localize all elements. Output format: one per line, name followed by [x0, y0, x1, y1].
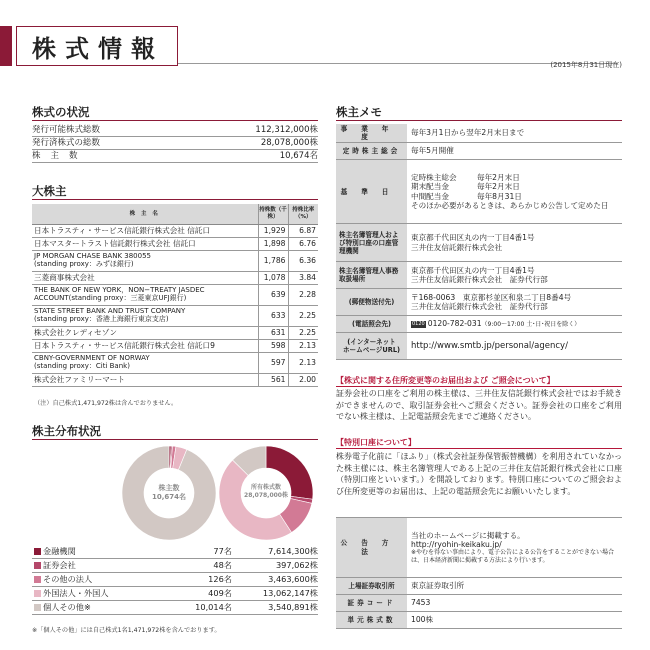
- special-account-text: 株券電子化前に「ほふり」（株式会社証券保管振替機構）を利用されていなかった株主様には、株主名簿管理人である上記の三井住友信託銀行株式会社に口座（特別口座といいます。）を開設しております。特別口座についてのご照会および住所変更等のお届出は、上記の電話照会先にお願いいたします。: [336, 452, 622, 496]
- col-header-name: 株 主 名: [32, 204, 258, 224]
- category-label: 金融機関: [43, 546, 76, 556]
- record-date-item: 定時株主総会 毎年2月末日: [411, 173, 520, 183]
- memo-row: [336, 143, 622, 160]
- shares-count: 13,062,147株: [232, 587, 318, 601]
- page-title: 株式情報: [32, 35, 164, 63]
- shareholder-name: THE BANK OF NEW YORK，NON−TREATY JASDEC ACCOUNT(standing proxy：三菱東京UFJ銀行): [32, 284, 258, 305]
- distribution-title: 株主分布状況: [32, 424, 101, 438]
- shareholder-shares: 633: [258, 305, 288, 326]
- category-cell: [32, 587, 170, 601]
- section-rule: [32, 439, 318, 440]
- stat-value: 28,078,000株: [260, 138, 318, 148]
- memo-label: 単元株式数: [336, 612, 407, 629]
- memo-value: 7453: [407, 595, 622, 612]
- legend-swatch: [34, 562, 41, 569]
- shares-center-value: 28,078,000株: [244, 491, 288, 499]
- phone-hours: （9:00〜17:00 土･日･祝日を除く）: [481, 321, 581, 329]
- memo-label: 上場証券取引所: [336, 578, 407, 595]
- stat-label: 発行可能株式総数: [32, 125, 101, 135]
- major-shareholders-title: 大株主: [32, 184, 67, 198]
- legend-swatch: [34, 576, 41, 583]
- phone-number: 0120-782-031: [427, 319, 482, 329]
- agency-url-link[interactable]: http://www.smtb.jp/personal/agency/: [411, 340, 568, 351]
- major-note: （注）自己株式1,471,972株は含んでおりません。: [34, 400, 178, 407]
- table-row: [32, 284, 318, 305]
- shareholder-shares: 1,786: [258, 250, 288, 271]
- memo-label: 事業年度: [336, 124, 407, 143]
- category-cell: [32, 545, 170, 559]
- table-row: [32, 326, 318, 339]
- stat-row: [32, 124, 318, 137]
- holders-count: 77名: [170, 545, 232, 559]
- memo-label: 株主名簿管理人事務取扱場所: [336, 262, 407, 289]
- memo-value: 100株: [407, 612, 622, 629]
- page-banner: [0, 26, 178, 66]
- category-cell: [32, 573, 170, 587]
- category-cell: [32, 601, 170, 615]
- stat-value: 112,312,000株: [255, 125, 318, 135]
- memo-value: 〒168-0063 東京都杉並区和泉二丁目8番4号 三井住友信託銀行株式会社 証券代行部: [407, 289, 622, 316]
- section-rule: [32, 199, 318, 200]
- shares-count: 7,614,300株: [232, 545, 318, 559]
- holders-count: 10,014名: [170, 601, 232, 615]
- table-row: [32, 339, 318, 352]
- stock-status-title: 株式の状況: [32, 105, 90, 119]
- shareholder-ratio: 6.36: [288, 250, 318, 271]
- memo-label: 証券コード: [336, 595, 407, 612]
- table-row: [32, 305, 318, 326]
- holders-count: 48名: [170, 559, 232, 573]
- memo-row: [336, 160, 622, 224]
- category-label: その他の法人: [43, 574, 93, 584]
- memo-row: [336, 224, 622, 262]
- memo-row: [336, 578, 622, 595]
- distribution-table: [32, 545, 318, 615]
- memo-row: [336, 262, 622, 289]
- shares-count: 397,062株: [232, 559, 318, 573]
- col-header-shares: 持株数（千株）: [258, 204, 288, 224]
- banner-accent-bar: [0, 26, 12, 66]
- table-row: [32, 224, 318, 237]
- shareholder-shares: 639: [258, 284, 288, 305]
- shareholder-ratio: 2.13: [288, 352, 318, 373]
- shareholder-ratio: 2.25: [288, 326, 318, 339]
- table-row: [32, 271, 318, 284]
- shareholder-name: 日本トラスティ・サービス信託銀行株式会社 信託口9: [32, 339, 258, 352]
- shares-count: 3,540,891株: [232, 601, 318, 615]
- shares-donut-chart: [217, 444, 315, 542]
- shareholder-name: 日本マスタートラスト信託銀行株式会社 信託口: [32, 237, 258, 250]
- record-date-item: 中間配当金 毎年8月31日: [411, 191, 522, 201]
- memo-table-bottom: [336, 517, 622, 629]
- special-account-heading: 【特別口座について】: [336, 437, 622, 449]
- legend-swatch: [34, 548, 41, 555]
- shareholder-name: STATE STREET BANK AND TRUST COMPANY (standing proxy：香港上海銀行東京支店): [32, 305, 258, 326]
- shareholder-ratio: 2.13: [288, 339, 318, 352]
- distribution-row: [32, 573, 318, 587]
- memo-label: (郵便物送付先): [336, 289, 407, 316]
- memo-row: [336, 595, 622, 612]
- memo-row: [336, 518, 622, 578]
- category-cell: [32, 559, 170, 573]
- shareholder-ratio: 6.76: [288, 237, 318, 250]
- shareholder-ratio: 2.00: [288, 373, 318, 386]
- memo-row: [336, 333, 622, 360]
- memo-value: 毎年5月開催: [407, 143, 622, 160]
- shareholder-name: 日本トラスティ・サービス信託銀行株式会社 信託口: [32, 224, 258, 237]
- memo-table-top: [336, 124, 622, 360]
- shareholder-name: CBNY-GOVERNMENT OF NORWAY (standing proxy：Citi Bank): [32, 352, 258, 373]
- shares-center-label: 所有株式数: [250, 484, 281, 491]
- shareholder-shares: 1,898: [258, 237, 288, 250]
- holders-donut-center: [139, 484, 199, 502]
- memo-row: [336, 316, 622, 333]
- shareholder-shares: 1,929: [258, 224, 288, 237]
- holders-center-value: 10,674名: [151, 492, 186, 501]
- holders-count: 409名: [170, 587, 232, 601]
- memo-label: 株主名簿管理人および特別口座の口座管理機関: [336, 224, 407, 262]
- category-label: 外国法人・外国人: [43, 588, 109, 598]
- shareholder-name: JP MORGAN CHASE BANK 380055 (standing proxy：みずほ銀行): [32, 250, 258, 271]
- memo-value: 東京証券取引所: [407, 578, 622, 595]
- corporate-url[interactable]: http://ryohin-keikaku.jp/: [411, 540, 502, 549]
- distribution-note: ※「個人その他」には自己株式1名1,471,972株を含んでおります。: [32, 627, 221, 634]
- holders-center-label: 株主数: [158, 484, 180, 492]
- record-date-item: 期末配当金 毎年2月末日: [411, 182, 520, 192]
- shareholder-shares: 631: [258, 326, 288, 339]
- memo-label: 公告方法: [336, 518, 407, 578]
- stock-status-table: [32, 124, 318, 163]
- memo-label: 定時株主総会: [336, 143, 407, 160]
- memo-label: (電話照会先): [336, 316, 407, 333]
- address-change-heading: 【株式に関する住所変更等のお届出および ご照会について】: [336, 375, 622, 387]
- holders-donut-chart: [120, 444, 218, 542]
- shareholder-ratio: 2.25: [288, 305, 318, 326]
- memo-title: 株主メモ: [336, 105, 382, 119]
- address-change-text: 証券会社の口座をご利用の株主様は、三井住友信託銀行株式会社ではお手続きができませんので、取引証券会社へご照会ください。証券会社の口座をご利用でない株主様は、上記電話照会先までご連絡ください。: [336, 389, 622, 422]
- legend-swatch: [34, 604, 41, 611]
- distribution-row: [32, 587, 318, 601]
- shareholder-ratio: 2.28: [288, 284, 318, 305]
- stat-value: 10,674名: [279, 151, 318, 161]
- memo-value: [407, 316, 622, 333]
- stat-row: [32, 137, 318, 150]
- memo-value: 東京都千代田区丸の内一丁目4番1号 三井住友信託銀行株式会社 証券代行部: [407, 262, 622, 289]
- stat-label: 発行済株式の総数: [32, 138, 101, 148]
- shareholder-shares: 598: [258, 339, 288, 352]
- category-label: 個人その他※: [43, 602, 91, 612]
- memo-value: [407, 160, 622, 224]
- distribution-row: [32, 559, 318, 573]
- memo-row: [336, 289, 622, 316]
- stat-label: 株主数: [32, 151, 88, 161]
- memo-value: 東京都千代田区丸の内一丁目4番1号 三井住友信託銀行株式会社: [407, 224, 622, 262]
- memo-value: 毎年3月1日から翌年2月末日まで: [407, 124, 622, 143]
- shareholder-shares: 597: [258, 352, 288, 373]
- shareholder-name: 三菱商事株式会社: [32, 271, 258, 284]
- memo-label: (インターネット ホームページURL): [336, 333, 407, 360]
- shareholder-ratio: 6.87: [288, 224, 318, 237]
- memo-value: [407, 333, 622, 360]
- distribution-row: [32, 601, 318, 615]
- table-header-row: [32, 204, 318, 224]
- legend-swatch: [34, 590, 41, 597]
- memo-label: 基準日: [336, 160, 407, 224]
- shares-donut-center: [236, 484, 296, 499]
- shareholder-ratio: 3.84: [288, 271, 318, 284]
- table-row: [32, 237, 318, 250]
- shareholder-name: 株式会社クレディセゾン: [32, 326, 258, 339]
- major-shareholders-table: [32, 204, 318, 387]
- freedial-icon: 0120: [412, 321, 425, 328]
- shareholder-name: 株式会社ファミリーマート: [32, 373, 258, 386]
- shares-count: 3,463,600株: [232, 573, 318, 587]
- category-label: 証券会社: [43, 560, 76, 570]
- record-date-extra: そのほか必要があるときは、あらかじめ公告して定めた日: [411, 200, 609, 210]
- memo-row: [336, 124, 622, 143]
- holders-count: 126名: [170, 573, 232, 587]
- table-row: [32, 352, 318, 373]
- table-row: [32, 373, 318, 386]
- shareholder-shares: 561: [258, 373, 288, 386]
- col-header-ratio: 持株比率（%）: [288, 204, 318, 224]
- stat-row: [32, 150, 318, 163]
- distribution-row: [32, 545, 318, 559]
- section-rule: [336, 120, 622, 121]
- table-row: [32, 250, 318, 271]
- memo-row: [336, 612, 622, 629]
- memo-value: 当社のホームページに掲載する。 http://ryohin-keikaku.jp/ ※やむを得ない事由により、電子公告による公告をすることができない場合は、日本経済新聞に掲載する方法により行います。: [407, 518, 622, 578]
- as-of-date: (2015年8月31日現在): [550, 61, 622, 69]
- shareholder-shares: 1,078: [258, 271, 288, 284]
- section-rule: [32, 120, 318, 121]
